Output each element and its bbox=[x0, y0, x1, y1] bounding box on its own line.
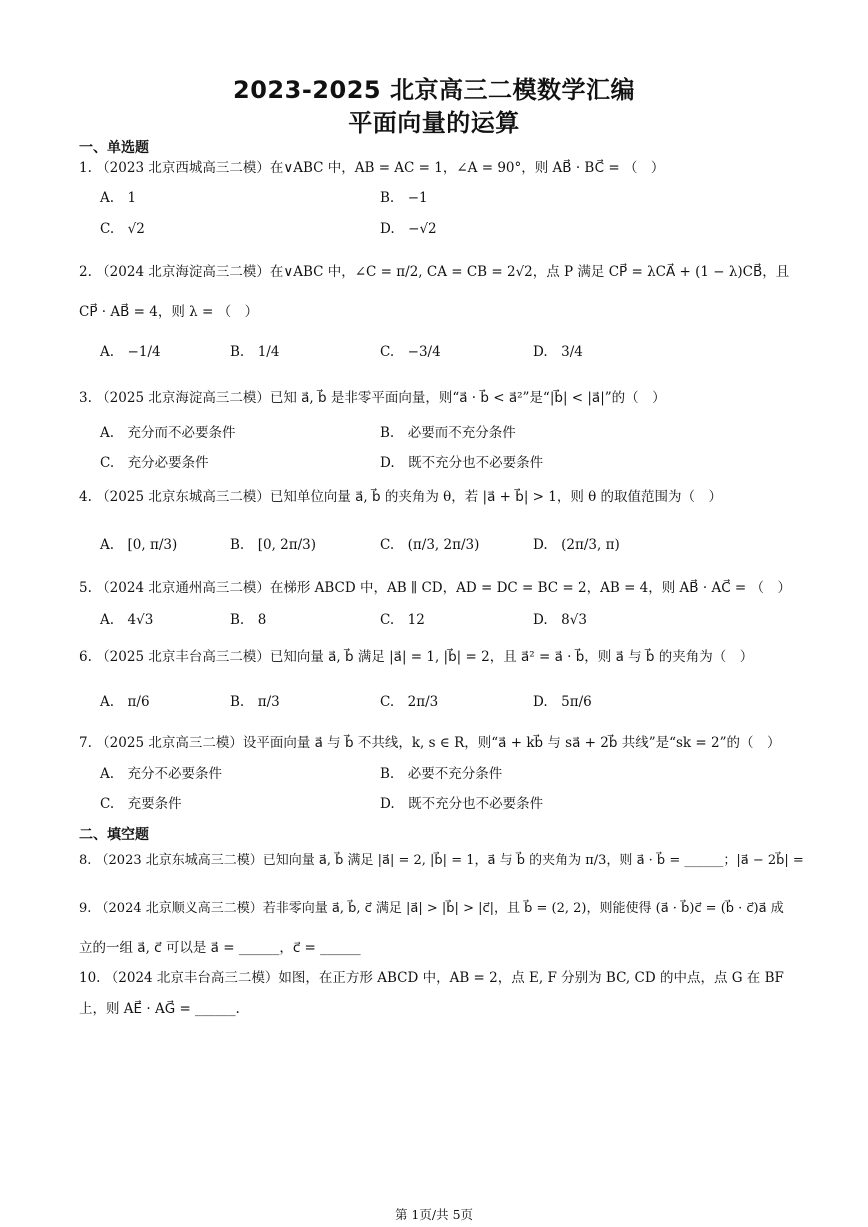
question-8-stem: 8. （2023 北京东城高三二模）已知向量 a⃗, b⃗ 满足 |a⃗| = 2, |b⃗| = 1，a⃗ 与 b⃗ 的夹角为 π/3，则 a⃗ · b⃗ = ______；|a⃗ − 2b⃗| = bbox=[79, 853, 804, 868]
question-1-option-c: C. √2 bbox=[100, 221, 145, 237]
question-2-option-b: B. 1/4 bbox=[230, 344, 280, 360]
question-7-option-c: C. 充要条件 bbox=[100, 796, 182, 812]
question-4-option-d: D. (2π/3, π) bbox=[533, 537, 620, 553]
question-3-option-c: C. 充分必要条件 bbox=[100, 455, 209, 471]
document-title: 2023-2025 北京高三二模数学汇编 bbox=[233, 76, 635, 104]
question-1-option-a: A. 1 bbox=[100, 190, 137, 206]
question-10-stem-continued: 上，则 AE⃗ · AG⃗ = ______. bbox=[79, 1001, 240, 1017]
question-6-option-b: B. π/3 bbox=[230, 694, 280, 710]
question-1-stem: 1. （2023 北京西城高三二模）在∨ABC 中，AB = AC = 1，∠A = 90°，则 AB⃗ · BC⃗ = （ ） bbox=[79, 160, 665, 176]
question-3-option-a: A. 充分而不必要条件 bbox=[100, 425, 236, 441]
question-10-stem: 10. （2024 北京丰台高三二模）如图，在正方形 ABCD 中，AB = 2，点 E, F 分别为 BC, CD 的中点，点 G 在 BF bbox=[79, 970, 784, 986]
section-fill-blank: 二、填空题 bbox=[79, 827, 149, 843]
question-5-option-a: A. 4√3 bbox=[100, 612, 154, 628]
question-5-option-b: B. 8 bbox=[230, 612, 267, 628]
question-2-stem: 2. （2024 北京海淀高三二模）在∨ABC 中，∠C = π/2, CA = CB = 2√2，点 P 满足 CP⃗ = λCA⃗ + (1 − λ)CB⃗，且 bbox=[79, 264, 790, 280]
question-6-option-c: C. 2π/3 bbox=[380, 694, 439, 710]
question-4-stem: 4. （2025 北京东城高三二模）已知单位向量 a⃗, b⃗ 的夹角为 θ，若 |a⃗ + b⃗| > 1，则 θ 的取值范围为（ ） bbox=[79, 489, 723, 505]
page-footer: 第 1页/共 5页 bbox=[394, 1207, 474, 1222]
question-9-stem-continued: 立的一组 a⃗, c⃗ 可以是 a⃗ = ______，c⃗ = ______ bbox=[79, 940, 361, 956]
question-2-option-d: D. 3/4 bbox=[533, 344, 583, 360]
question-1-option-b: B. −1 bbox=[380, 190, 428, 206]
document-subtitle: 平面向量的运算 bbox=[348, 109, 520, 137]
question-5-option-c: C. 12 bbox=[380, 612, 425, 628]
question-9-stem: 9. （2024 北京顺义高三二模）若非零向量 a⃗, b⃗, c⃗ 满足 |a⃗| > |b⃗| > |c⃗|，且 b⃗ = (2, 2)，则能使得 (a⃗ · b⃗)c⃗ = (b⃗ · c⃗)a⃗ 成 bbox=[79, 901, 784, 916]
question-6-option-a: A. π/6 bbox=[100, 694, 150, 710]
question-3-option-b: B. 必要而不充分条件 bbox=[380, 425, 516, 441]
question-7-option-a: A. 充分不必要条件 bbox=[100, 766, 223, 782]
section-single-choice: 一、单选题 bbox=[79, 140, 149, 156]
question-5-option-d: D. 8√3 bbox=[533, 612, 587, 628]
question-3-option-d: D. 既不充分也不必要条件 bbox=[380, 455, 544, 471]
question-7-option-d: D. 既不充分也不必要条件 bbox=[380, 796, 544, 812]
question-5-stem: 5. （2024 北京通州高三二模）在梯形 ABCD 中，AB ∥ CD，AD = DC = BC = 2，AB = 4，则 AB⃗ · AC⃗ = （ ） bbox=[79, 580, 792, 596]
question-7-option-b: B. 必要不充分条件 bbox=[380, 766, 503, 782]
question-4-option-c: C. (π/3, 2π/3) bbox=[380, 537, 480, 553]
question-3-stem: 3. （2025 北京海淀高三二模）已知 a⃗, b⃗ 是非零平面向量，则“a⃗ · b⃗ < a⃗²”是“|b⃗| < |a⃗|”的（ ） bbox=[79, 390, 666, 406]
question-6-option-d: D. 5π/6 bbox=[533, 694, 592, 710]
question-7-stem: 7. （2025 北京高三二模）设平面向量 a⃗ 与 b⃗ 不共线，k, s ∈ R，则“a⃗ + kb⃗ 与 sa⃗ + 2b⃗ 共线”是“sk = 2”的（ ） bbox=[79, 735, 781, 751]
question-2-option-c: C. −3/4 bbox=[380, 344, 441, 360]
question-1-option-d: D. −√2 bbox=[380, 221, 437, 237]
question-6-stem: 6. （2025 北京丰台高三二模）已知向量 a⃗, b⃗ 满足 |a⃗| = 1, |b⃗| = 2，且 a⃗² = a⃗ · b⃗，则 a⃗ 与 b⃗ 的夹角为（ ） bbox=[79, 649, 754, 665]
question-2-option-a: A. −1/4 bbox=[100, 344, 161, 360]
question-4-option-a: A. [0, π/3) bbox=[100, 537, 178, 553]
question-2-stem-continued: CP⃗ · AB⃗ = 4，则 λ = （ ） bbox=[79, 304, 259, 320]
question-4-option-b: B. [0, 2π/3) bbox=[230, 537, 317, 553]
